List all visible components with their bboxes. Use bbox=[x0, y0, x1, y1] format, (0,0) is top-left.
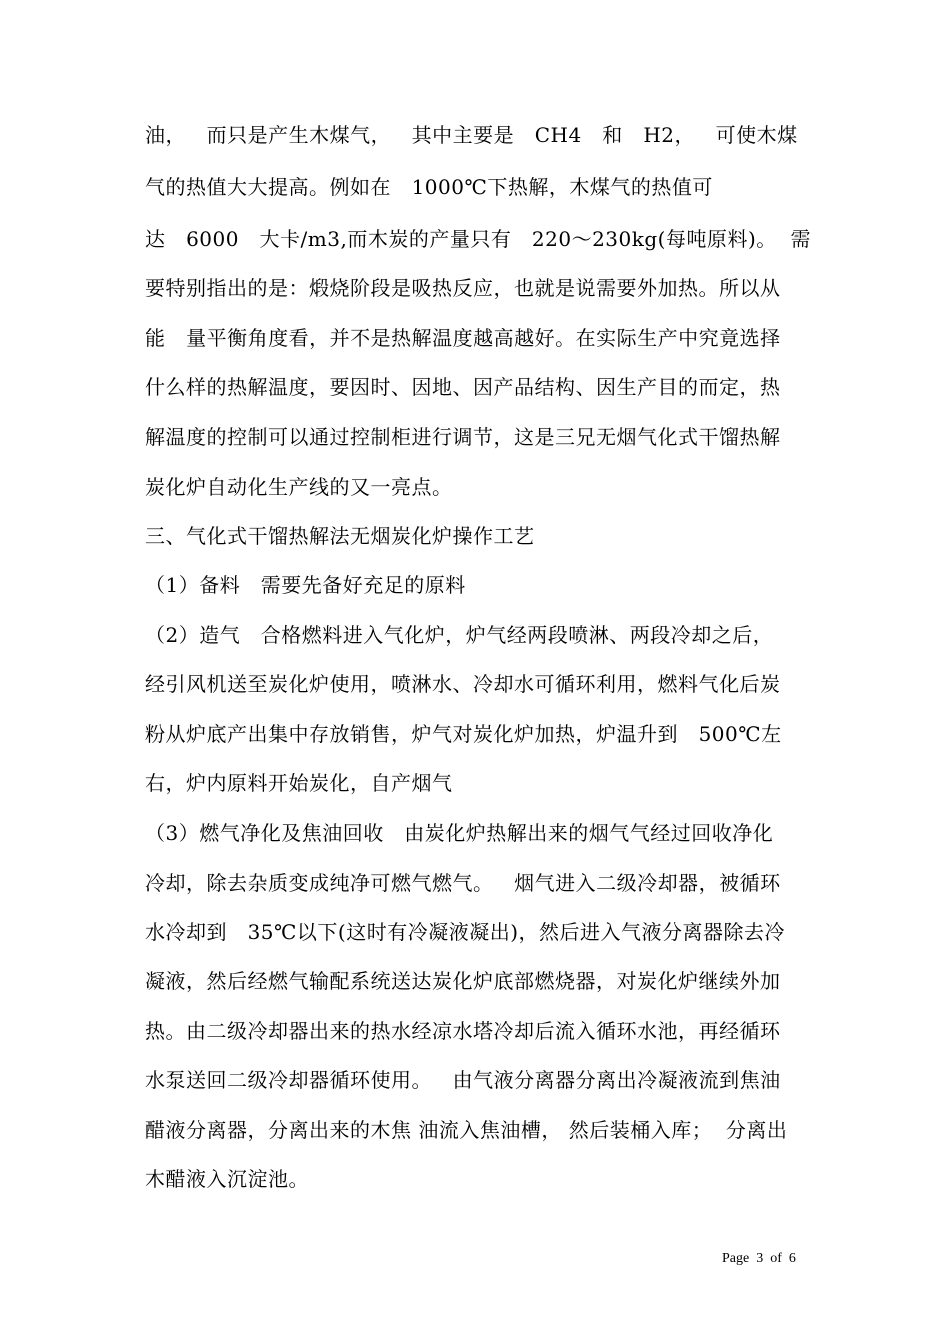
text-line: 达 6000 大卡/m3,而木炭的产量只有 220～230kg(每吨原料)。 需 bbox=[145, 227, 811, 251]
text-line: 木醋液入沉淀池。 bbox=[145, 1167, 309, 1191]
text-line: 水泵送回二级冷却器循环使用。 由气液分离器分离出冷凝液流到焦油 bbox=[145, 1068, 781, 1092]
text-line: 气的热值大大提高。例如在 1000℃下热解，木煤气的热值可 bbox=[145, 175, 713, 199]
page-number: Page 3 of 6 bbox=[722, 1251, 796, 1266]
text-line: 要特别指出的是：煅烧阶段是吸热反应，也就是说需要外加热。所以从 bbox=[145, 276, 781, 300]
text-line: （3）燃气净化及焦油回收 由炭化炉热解出来的烟气气经过回收净化 bbox=[145, 821, 774, 845]
text-line: 油， 而只是产生木煤气， 其中主要是 CH4 和 H2， 可使木煤 bbox=[145, 123, 798, 147]
text-line: 粉从炉底产出集中存放销售，炉气对炭化炉加热，炉温升到 500℃左 bbox=[145, 722, 782, 746]
section-heading: 三、气化式干馏热解法无烟炭化炉操作工艺 bbox=[145, 524, 535, 548]
text-line: 热。由二级冷却器出来的热水经凉水塔冷却后流入循环水池，再经循环 bbox=[145, 1019, 781, 1043]
text-line: （2）造气 合格燃料进入气化炉，炉气经两段喷淋、两段冷却之后， bbox=[145, 623, 774, 647]
text-line: （1）备料 需要先备好充足的原料 bbox=[145, 573, 466, 597]
text-line: 凝液，然后经燃气输配系统送达炭化炉底部燃烧器，对炭化炉继续外加 bbox=[145, 969, 781, 993]
text-line: 醋液分离器，分离出来的木焦 油流入焦油槽， 然后装桶入库； 分离出 bbox=[145, 1118, 788, 1142]
text-line: 经引风机送至炭化炉使用，喷淋水、冷却水可循环利用，燃料气化后炭 bbox=[145, 672, 781, 696]
text-line: 能 量平衡角度看，并不是热解温度越高越好。在实际生产中究竟选择 bbox=[145, 326, 781, 350]
text-line: 炭化炉自动化生产线的又一亮点。 bbox=[145, 475, 453, 499]
text-line: 水冷却到 35℃以下(这时有冷凝液凝出)，然后进入气液分离器除去冷 bbox=[145, 920, 785, 944]
text-line: 冷却，除去杂质变成纯净可燃气燃气。 烟气进入二级冷却器，被循环 bbox=[145, 871, 781, 895]
text-line: 右，炉内原料开始炭化，自产烟气 bbox=[145, 771, 453, 795]
text-line: 解温度的控制可以通过控制柜进行调节，这是三兄无烟气化式干馏热解 bbox=[145, 425, 781, 449]
text-line: 什么样的热解温度，要因时、因地、因产品结构、因生产目的而定，热 bbox=[145, 375, 781, 399]
